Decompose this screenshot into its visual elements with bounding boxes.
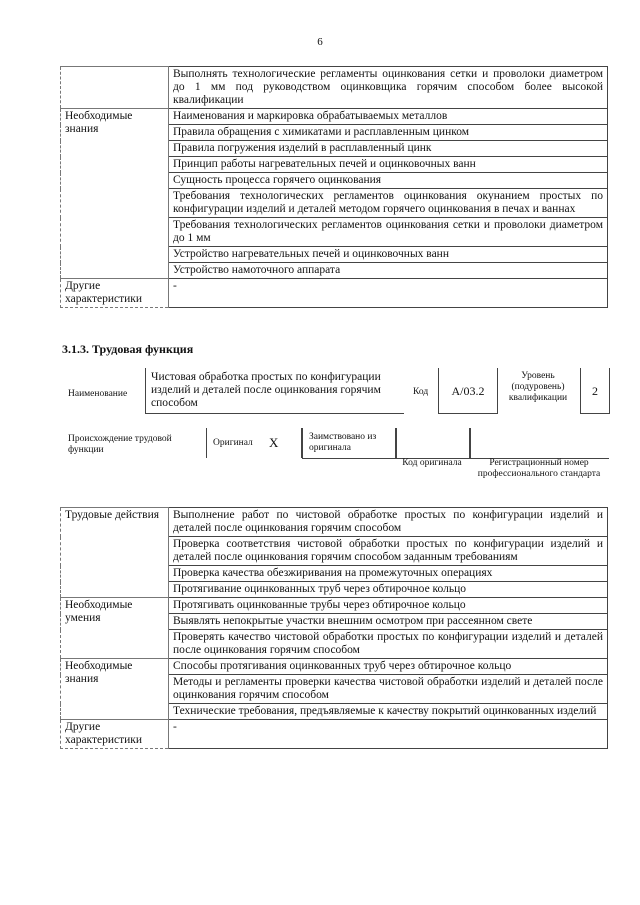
list-item: Проверка соответствия чистовой обработки простых по конфигурации изделий и деталей после оцинкования горячим способом заданным требованиям	[169, 537, 608, 566]
borrowed-box	[302, 428, 396, 459]
code-value: А/03.2	[451, 384, 485, 398]
list-item: Методы и регламенты проверки качества чистовой обработки изделий и деталей после оцинкования горячим способом	[169, 675, 608, 704]
code-label: Код	[413, 387, 429, 397]
list-item: -	[169, 720, 608, 749]
list-item: Способы протягивания оцинкованных труб через обтирочное кольцо	[169, 659, 608, 675]
table-row	[61, 279, 608, 308]
code-box	[438, 368, 498, 414]
list-item: Проверять качество чистовой обработки простых по конфигурации изделий и деталей после оцинкования горячим способом	[169, 630, 608, 659]
list-item: Требования технологических регламентов оцинкования окунанием простых по конфигурации изделий и деталей методом горячего оцинкования в печах и ваннах	[169, 189, 608, 218]
list-item: Протягивание оцинкованных труб через обтирочное кольцо	[169, 582, 608, 598]
list-item: Устройство намоточного аппарата	[169, 263, 608, 279]
origin-code-caption: Код оригинала	[402, 458, 462, 468]
level-label: Уровень (подуровень) квалификации	[508, 371, 568, 403]
table-row	[61, 508, 608, 537]
row-label: Необходимые знания	[61, 659, 169, 720]
function-name: Чистовая обработка простых по конфигурации изделий и деталей после оцинкования горячим способом	[151, 371, 381, 409]
row-label	[61, 67, 169, 109]
borrowed-label: Заимствовано из оригинала	[309, 432, 377, 453]
table-row	[61, 109, 608, 125]
row-label: Другие характеристики	[61, 279, 169, 308]
original-label: Оригинал	[213, 438, 253, 448]
list-item: Проверка качества обезжиривания на промежуточных операциях	[169, 566, 608, 582]
list-item: Выполнение работ по чистовой обработке простых по конфигурации изделий и деталей после оцинкования горячим способом	[169, 508, 608, 537]
list-item: Принцип работы нагревательных печей и оцинковочных ванн	[169, 157, 608, 173]
list-item: Выявлять непокрытые участки внешним осмотром при рассеянном свете	[169, 614, 608, 630]
requirements-table-1	[60, 66, 608, 308]
list-item: Выполнять технологические регламенты оцинкования сетки и проволоки диаметром до 1 мм под руководством оцинковщика горячим способом более высокой квалификации	[169, 67, 608, 109]
list-item: Технические требования, предъявляемые к качеству покрытий оцинкованных изделий	[169, 704, 608, 720]
origin-label: Происхождение трудовой функции	[68, 434, 172, 455]
list-item: Правила обращения с химикатами и расплавленным цинком	[169, 125, 608, 141]
list-item: Правила погружения изделий в расплавленный цинк	[169, 141, 608, 157]
reg-number-box	[470, 428, 609, 459]
list-item: Протягивать оцинкованные трубы через обтирочное кольцо	[169, 598, 608, 614]
requirements-table-2	[60, 507, 608, 749]
reg-number-caption: Регистрационный номер профессионального стандарта	[477, 458, 601, 479]
row-label: Необходимые знания	[61, 109, 169, 279]
page-number: 6	[317, 36, 323, 48]
list-item: Требования технологических регламентов оцинкования сетки и проволоки диаметром до 1 мм	[169, 218, 608, 247]
row-label: Необходимые умения	[61, 598, 169, 659]
list-item: Сущность процесса горячего оцинкования	[169, 173, 608, 189]
list-item: Наименования и маркировка обрабатываемых металлов	[169, 109, 608, 125]
list-item: -	[169, 279, 608, 308]
table-row	[61, 659, 608, 675]
origin-code-box	[396, 428, 470, 459]
table-row	[61, 598, 608, 614]
original-mark: X	[269, 435, 279, 450]
original-box	[206, 428, 302, 458]
section-heading: 3.1.3. Трудовая функция	[62, 342, 194, 356]
level-value: 2	[592, 384, 598, 398]
table-row	[61, 720, 608, 749]
list-item: Устройство нагревательных печей и оцинковочных ванн	[169, 247, 608, 263]
name-label: Наименование	[68, 389, 128, 399]
row-label: Другие характеристики	[61, 720, 169, 749]
level-box	[580, 368, 610, 414]
table-row	[61, 67, 608, 109]
row-label: Трудовые действия	[61, 508, 169, 598]
name-box	[145, 368, 404, 414]
